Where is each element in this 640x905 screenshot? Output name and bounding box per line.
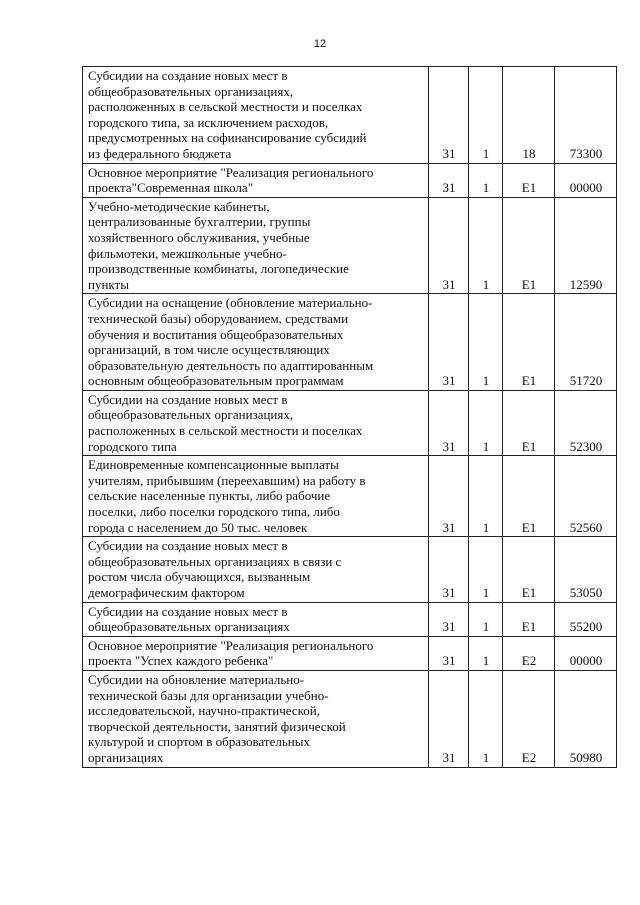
program-code-cell: 31 <box>429 670 469 767</box>
table-row <box>83 197 617 294</box>
description-line: технической базы для организации учебно- <box>88 687 329 703</box>
description-line: культурой и спортом в образовательных <box>88 734 310 750</box>
description-line: Основное мероприятие "Реализация регионального <box>88 164 374 180</box>
description-line: организациях <box>88 749 164 765</box>
expense-description-cell <box>83 602 429 636</box>
table-row <box>83 390 617 455</box>
expense-direction-code-cell: 00000 <box>555 636 617 670</box>
project-code-cell: E1 <box>503 456 555 537</box>
subprogram-code-cell: 1 <box>469 197 503 294</box>
project-code-cell: E1 <box>503 390 555 455</box>
expense-direction-code-cell: 12590 <box>555 197 617 294</box>
table-row <box>83 456 617 537</box>
project-code-cell: E1 <box>503 197 555 294</box>
program-code-cell: 31 <box>429 390 469 455</box>
description-line: сельские населенные пункты, либо рабочие <box>88 488 331 504</box>
description-line: расположенных в сельской местности и поселках <box>88 423 363 439</box>
program-code-cell: 31 <box>429 602 469 636</box>
project-code-cell: E2 <box>503 636 555 670</box>
description-line: творческой деятельности, занятий физической <box>88 718 346 734</box>
expense-direction-code-cell: 55200 <box>555 602 617 636</box>
project-code-cell: E2 <box>503 670 555 767</box>
program-code-cell: 31 <box>429 67 469 164</box>
subprogram-code-cell: 1 <box>469 456 503 537</box>
expense-description-cell <box>83 390 429 455</box>
description-line: исследовательской, научно-практической, <box>88 703 321 719</box>
expense-description-cell <box>83 197 429 294</box>
expense-description-cell <box>83 67 429 164</box>
description-line: расположенных в сельской местности и поселках <box>88 99 363 115</box>
description-line: проекта "Успех каждого ребенка" <box>88 653 274 669</box>
expense-direction-code-cell: 00000 <box>555 163 617 197</box>
project-code-cell: E1 <box>503 163 555 197</box>
subprogram-code-cell: 1 <box>469 390 503 455</box>
description-line: централизованные бухгалтерии, группы <box>88 214 311 230</box>
expense-direction-code-cell: 53050 <box>555 537 617 602</box>
description-line: Субсидии на создание новых мест в <box>88 391 288 407</box>
program-code-cell: 31 <box>429 197 469 294</box>
description-line: ростом числа обучающихся, вызванным <box>88 569 311 585</box>
description-line: фильмотеки, межшкольные учебно- <box>88 245 287 261</box>
description-line: демографическим фактором <box>88 585 245 600</box>
description-line: городского типа, за исключением расходов, <box>88 114 329 130</box>
subprogram-code-cell: 1 <box>469 670 503 767</box>
budget-classification-table <box>82 66 617 768</box>
table-body <box>83 67 617 768</box>
project-code-cell: 18 <box>503 67 555 164</box>
description-line: поселки, либо поселки городского типа, либо <box>88 504 340 520</box>
description-line: основным общеобразовательным программам <box>88 373 344 389</box>
description-line: Единовременные компенсационные выплаты <box>88 457 339 473</box>
expense-description-cell <box>83 537 429 602</box>
description-line: хозяйственного обслуживания, учебные <box>88 229 310 245</box>
description-line: образовательную деятельность по адаптированным <box>88 357 374 373</box>
table-row <box>83 163 617 197</box>
expense-description-cell <box>83 163 429 197</box>
table-row <box>83 602 617 636</box>
expense-description-cell <box>83 456 429 537</box>
description-line: города с населением до 50 тыс. человек <box>88 519 308 535</box>
description-line: Основное мероприятие "Реализация регионального <box>88 637 374 653</box>
expense-description-cell <box>83 636 429 670</box>
project-code-cell: E1 <box>503 294 555 391</box>
description-line: технической базы) оборудованием, средствами <box>88 310 349 326</box>
table-row <box>83 636 617 670</box>
page-number: 12 <box>313 38 327 50</box>
table-row <box>83 67 617 164</box>
expense-direction-code-cell: 50980 <box>555 670 617 767</box>
table-row <box>83 294 617 391</box>
description-line: Учебно-методические кабинеты, <box>88 198 270 214</box>
program-code-cell: 31 <box>429 537 469 602</box>
description-line: Субсидии на создание новых мест в <box>88 538 288 554</box>
description-line: проекта"Современная школа" <box>88 180 253 196</box>
expense-direction-code-cell: 52300 <box>555 390 617 455</box>
description-line: Субсидии на обновление материально- <box>88 671 305 687</box>
description-line: общеобразовательных организациях в связи с <box>88 553 342 569</box>
program-code-cell: 31 <box>429 163 469 197</box>
subprogram-code-cell: 1 <box>469 602 503 636</box>
project-code-cell: E1 <box>503 602 555 636</box>
expense-direction-code-cell: 52560 <box>555 456 617 537</box>
description-line: обучения и воспитания общеобразовательных <box>88 326 344 342</box>
subprogram-code-cell: 1 <box>469 163 503 197</box>
program-code-cell: 31 <box>429 636 469 670</box>
expense-description-cell <box>83 670 429 767</box>
subprogram-code-cell: 1 <box>469 636 503 670</box>
description-line: общеобразовательных организациях, <box>88 407 294 423</box>
expense-direction-code-cell: 73300 <box>555 67 617 164</box>
program-code-cell: 31 <box>429 456 469 537</box>
expense-description-cell <box>83 294 429 391</box>
program-code-cell: 31 <box>429 294 469 391</box>
description-line: пункты <box>88 276 129 292</box>
subprogram-code-cell: 1 <box>469 67 503 164</box>
description-line: производственные комбинаты, логопедические <box>88 261 349 277</box>
description-line: городского типа <box>88 438 177 454</box>
description-line: организаций, в том числе осуществляющих <box>88 342 330 358</box>
subprogram-code-cell: 1 <box>469 294 503 391</box>
table-row <box>83 537 617 602</box>
project-code-cell: E1 <box>503 537 555 602</box>
description-line: предусмотренных на софинансирование субсидий <box>88 130 367 146</box>
description-line: общеобразовательных организациях <box>88 619 290 635</box>
description-line: Субсидии на создание новых мест в <box>88 68 288 83</box>
description-line: учителям, прибывшим (переехавшим) на работу в <box>88 472 366 488</box>
description-line: Субсидии на создание новых мест в <box>88 603 288 619</box>
expense-direction-code-cell: 51720 <box>555 294 617 391</box>
description-line: Субсидии на оснащение (обновление материально- <box>88 295 373 311</box>
subprogram-code-cell: 1 <box>469 537 503 602</box>
description-line: из федерального бюджета <box>88 145 232 161</box>
table-row <box>83 670 617 767</box>
description-line: общеобразовательных организациях, <box>88 83 294 99</box>
